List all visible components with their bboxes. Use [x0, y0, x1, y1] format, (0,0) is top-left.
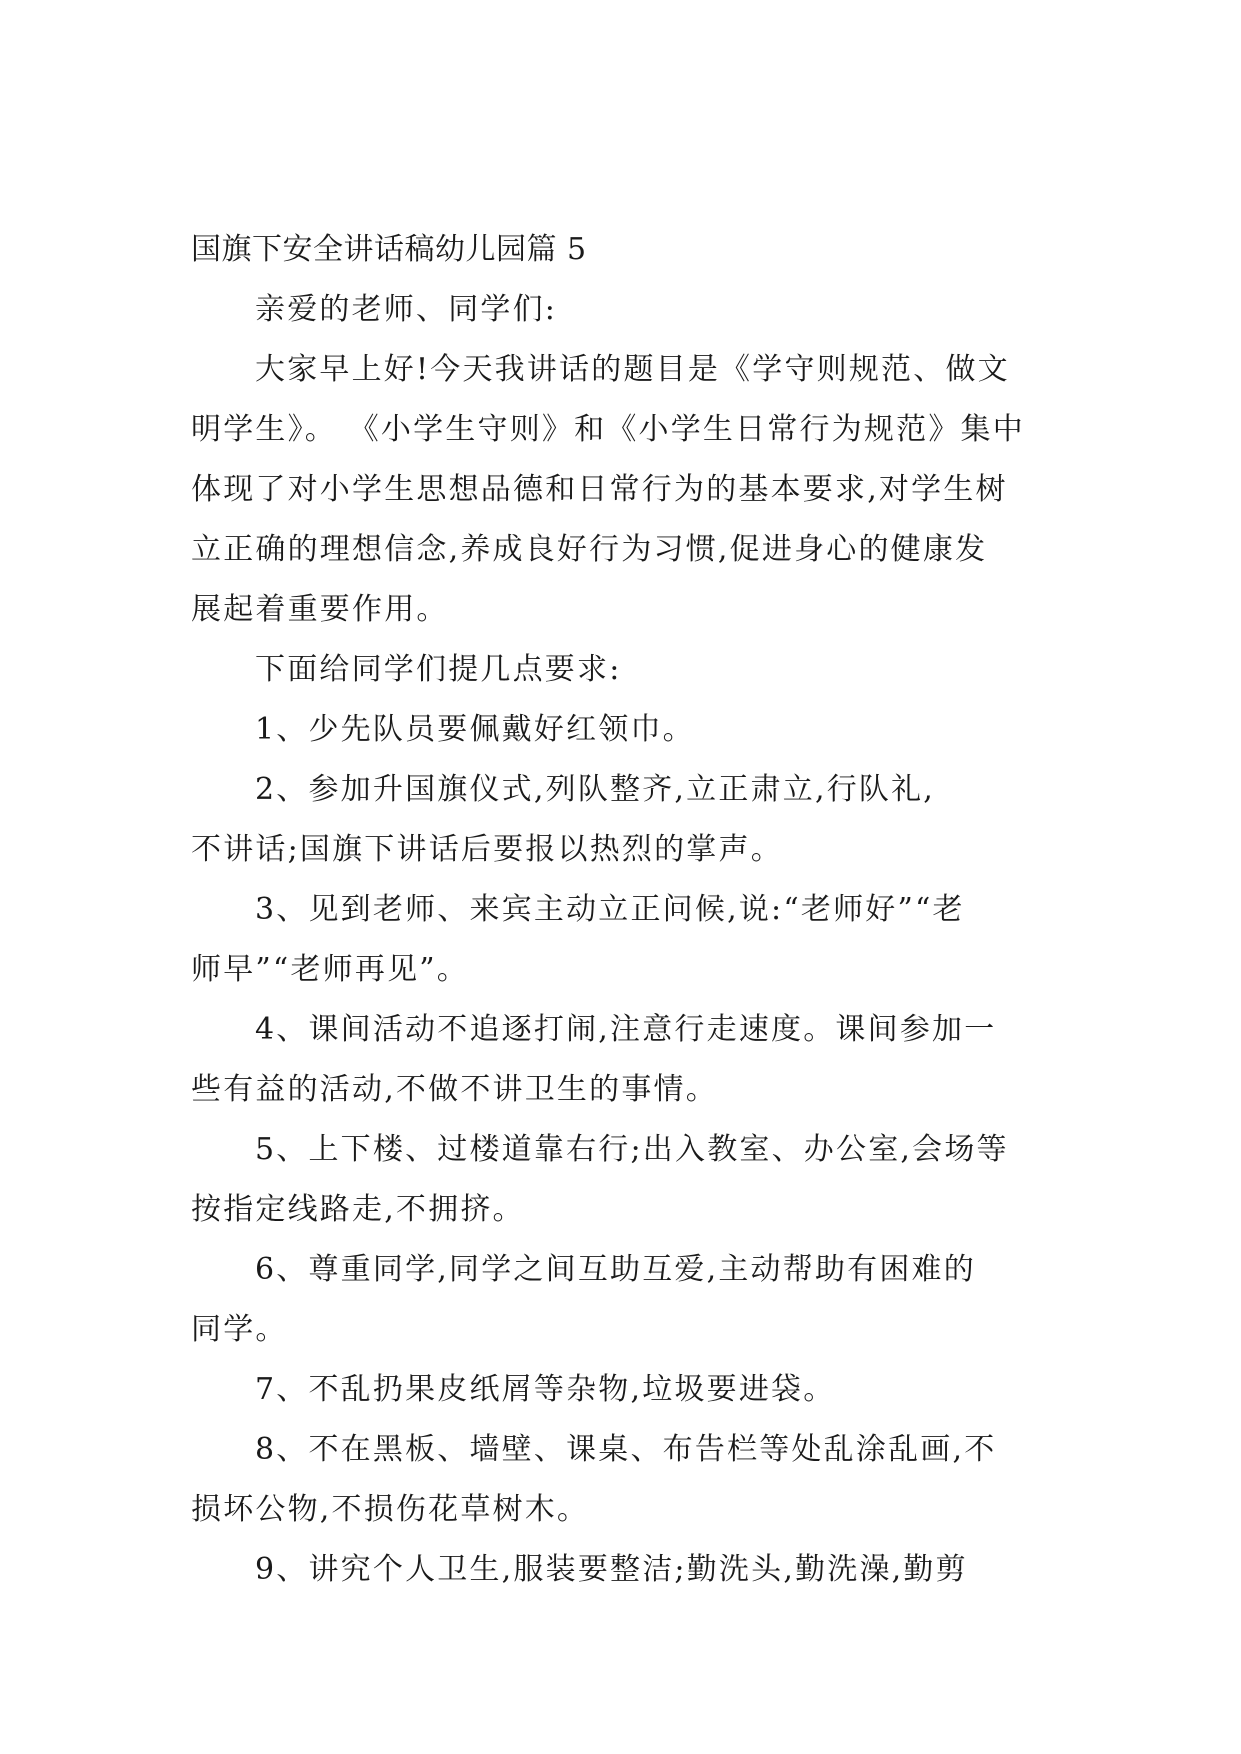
paragraph-line: 明学生》。 《小学生守则》和《小学生日常行为规范》集中 — [191, 412, 1025, 447]
paragraph-line: 展起着重要作用。 — [191, 592, 449, 627]
paragraph-line: 大家早上好!今天我讲话的题目是《学守则规范、做文 — [255, 352, 1010, 387]
list-item: 2、参加升国旗仪式,列队整齐,立正肃立,行队礼, — [255, 772, 936, 807]
list-item-continuation: 不讲话;国旗下讲话后要报以热烈的掌声。 — [191, 832, 783, 867]
paragraph-line: 下面给同学们提几点要求: — [255, 652, 622, 687]
list-item: 7、不乱扔果皮纸屑等杂物,垃圾要进袋。 — [255, 1372, 836, 1407]
document-body — [191, 220, 1053, 1600]
list-item: 9、讲究个人卫生,服装要整洁;勤洗头,勤洗澡,勤剪 — [255, 1552, 968, 1587]
list-item: 5、上下楼、过楼道靠右行;出入教室、办公室,会场等 — [255, 1132, 1009, 1167]
list-item: 8、不在黑板、墙壁、课桌、布告栏等处乱涂乱画,不 — [255, 1432, 997, 1467]
list-item: 1、少先队员要佩戴好红领巾。 — [255, 712, 695, 747]
list-item: 3、见到老师、来宾主动立正问候,说:“老师好”“老 — [255, 892, 965, 927]
list-item-continuation: 同学。 — [191, 1312, 288, 1347]
salutation: 亲爱的老师、同学们: — [255, 292, 558, 327]
paragraph-line: 体现了对小学生思想品德和日常行为的基本要求,对学生树 — [191, 472, 1008, 507]
list-item-continuation: 些有益的活动,不做不讲卫生的事情。 — [191, 1072, 718, 1107]
list-item-continuation: 师早”“老师再见”。 — [191, 952, 470, 987]
paragraph-line: 立正确的理想信念,养成良好行为习惯,促进身心的健康发 — [191, 532, 988, 567]
list-item: 4、课间活动不追逐打闹,注意行走速度。课间参加一 — [255, 1012, 997, 1047]
list-item-continuation: 损坏公物,不损伤花草树木。 — [191, 1492, 590, 1527]
document-title: 国旗下安全讲话稿幼儿园篇 5 — [191, 232, 587, 267]
list-item-continuation: 按指定线路走,不拥挤。 — [191, 1192, 525, 1227]
list-item: 6、尊重同学,同学之间互助互爱,主动帮助有困难的 — [255, 1252, 976, 1287]
